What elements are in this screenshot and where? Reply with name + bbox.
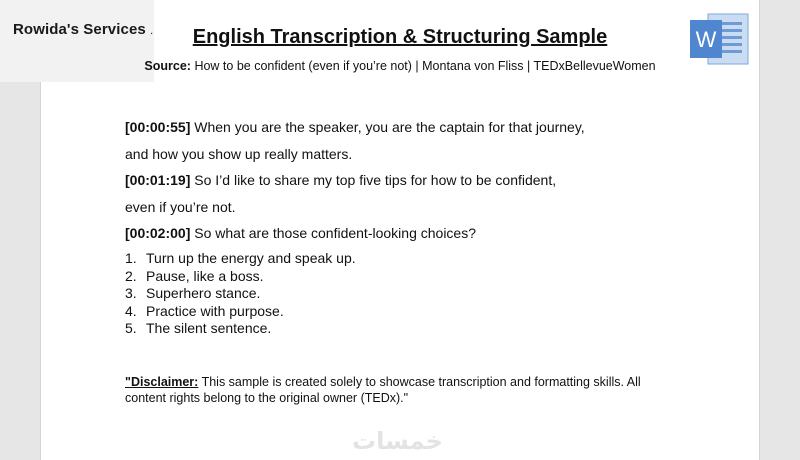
- transcript-line: [125, 225, 476, 241]
- list-item: [125, 303, 356, 321]
- list-item: [125, 320, 356, 338]
- transcript-text: and how you show up really matters.: [125, 146, 353, 162]
- disclaimer: [125, 374, 670, 406]
- list-number: 1.: [125, 250, 137, 266]
- list-text: Practice with purpose.: [146, 302, 284, 319]
- source-text: How to be confident (even if you’re not) | Montana von Fliss | TEDxBellevueWomen: [194, 59, 656, 73]
- disclaimer-quote: ": [125, 375, 131, 389]
- timestamp: [00:02:00]: [125, 225, 191, 241]
- transcript-text: When you are the speaker, you are the captain for that journey,: [194, 119, 585, 135]
- list-text: Turn up the energy and speak up.: [146, 250, 356, 266]
- list-text: Superhero stance.: [146, 285, 261, 301]
- document-title: English Transcription & Structuring Sample: [192, 26, 608, 48]
- list-number: 2.: [125, 267, 137, 284]
- timestamp: [00:00:55]: [125, 119, 191, 135]
- source-label: Source:: [144, 59, 191, 73]
- list-text: The silent sentence.: [146, 320, 272, 336]
- list-number: 3.: [125, 285, 137, 301]
- disclaimer-label: Disclaimer:: [130, 375, 199, 389]
- disclaimer-text: This sample is created solely to showcase transcription and formatting skills. All content rights belong to the original owner (TEDx).": [125, 375, 641, 405]
- list-text: Pause, like a boss.: [146, 267, 264, 284]
- svg-text:W: W: [695, 27, 717, 52]
- list-number: 4.: [125, 302, 137, 319]
- transcript-text: So what are those confident-looking choices?: [194, 225, 476, 241]
- watermark: خمسات: [352, 428, 443, 455]
- list-item: [125, 285, 356, 303]
- transcript-text: even if you’re not.: [125, 199, 236, 215]
- source-line: [0, 59, 800, 73]
- list-number: 5.: [125, 320, 137, 336]
- brand-dot: .: [150, 25, 154, 37]
- transcript-line: [125, 119, 585, 135]
- transcript-line: [125, 146, 352, 162]
- transcript-line: [125, 172, 556, 188]
- list-item: [125, 268, 356, 286]
- list-item: [125, 250, 356, 268]
- transcript-line: [125, 199, 236, 215]
- tips-list: [125, 250, 356, 338]
- transcript-text: So I’d like to share my top five tips for how to be confident,: [194, 172, 557, 188]
- brand-name-text: Rowida's Services: [13, 21, 146, 38]
- timestamp: [00:01:19]: [125, 172, 191, 188]
